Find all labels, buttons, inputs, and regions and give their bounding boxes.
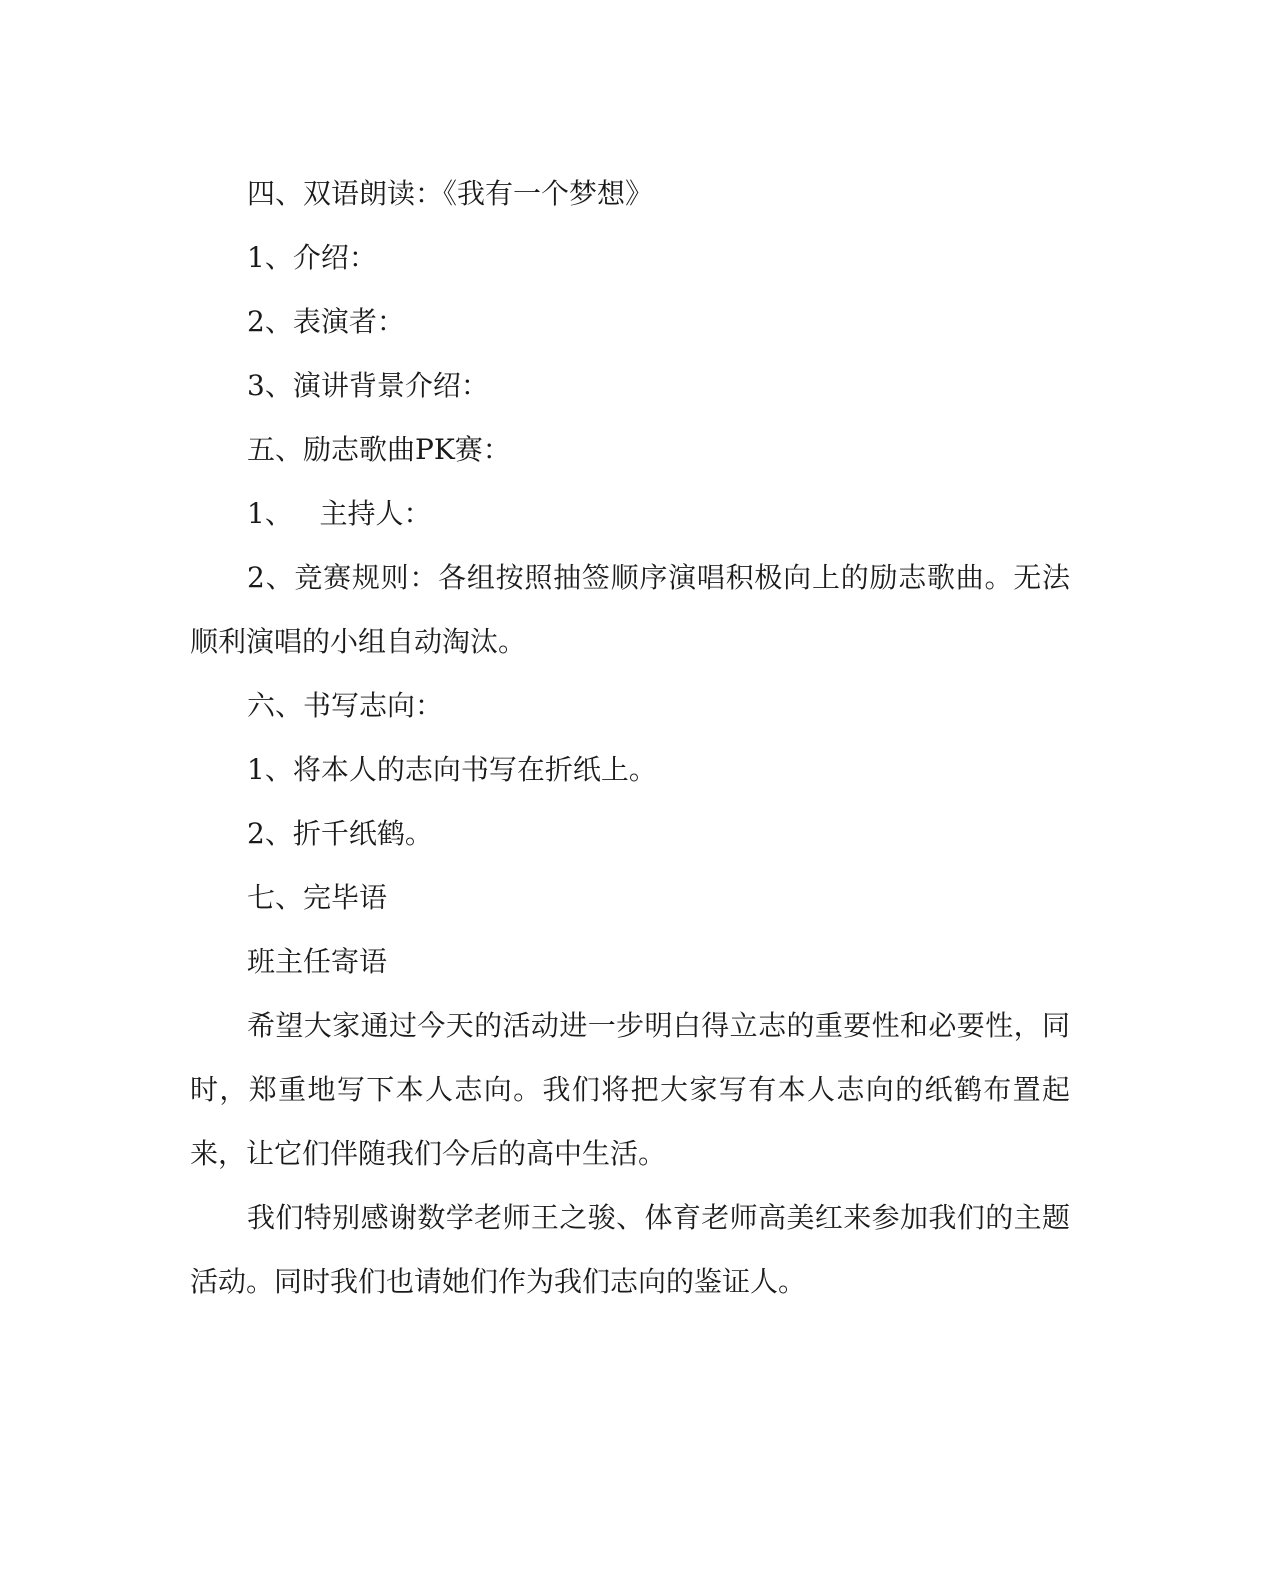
section-heading-song-contest: 五、励志歌曲PK赛： [247,433,511,466]
section-heading-closing: 七、完毕语 [247,881,388,914]
body-paragraph-acknowledgement: 我们特别感谢数学老师王之骏、体育老师高美红来参加我们的主题活动。同时我们也请她们作为我们志向的鉴证人。 [190,1201,1070,1298]
section-heading-writing-aspirations: 六、书写志向： [247,689,444,722]
list-item-write-aspiration: 1、将本人的志向书写在折纸上。 [247,753,657,786]
list-item-host: 1、 主持人： [247,497,432,530]
body-paragraph-teacher-message: 希望大家通过今天的活动进一步明白得立志的重要性和必要性，同时，郑重地写下本人志向。我们将把大家写有本人志向的纸鹤布置起来，让它们伴随我们今后的高中生活。 [190,1009,1070,1170]
list-item-contest-rules: 2、竞赛规则：各组按照抽签顺序演唱积极向上的励志歌曲。无法顺利演唱的小组自动淘汰。 [190,561,1070,658]
section-heading-bilingual-reading: 四、双语朗读：《我有一个梦想》 [247,177,654,210]
list-item-performer: 2、表演者： [247,305,405,338]
list-item-fold-cranes: 2、折千纸鹤。 [247,817,433,850]
list-item-speech-background: 3、演讲背景介绍： [247,369,489,402]
document-body [190,162,1070,1314]
subheading-teacher-message: 班主任寄语 [247,945,388,978]
list-item-introduction: 1、介绍： [247,241,377,274]
